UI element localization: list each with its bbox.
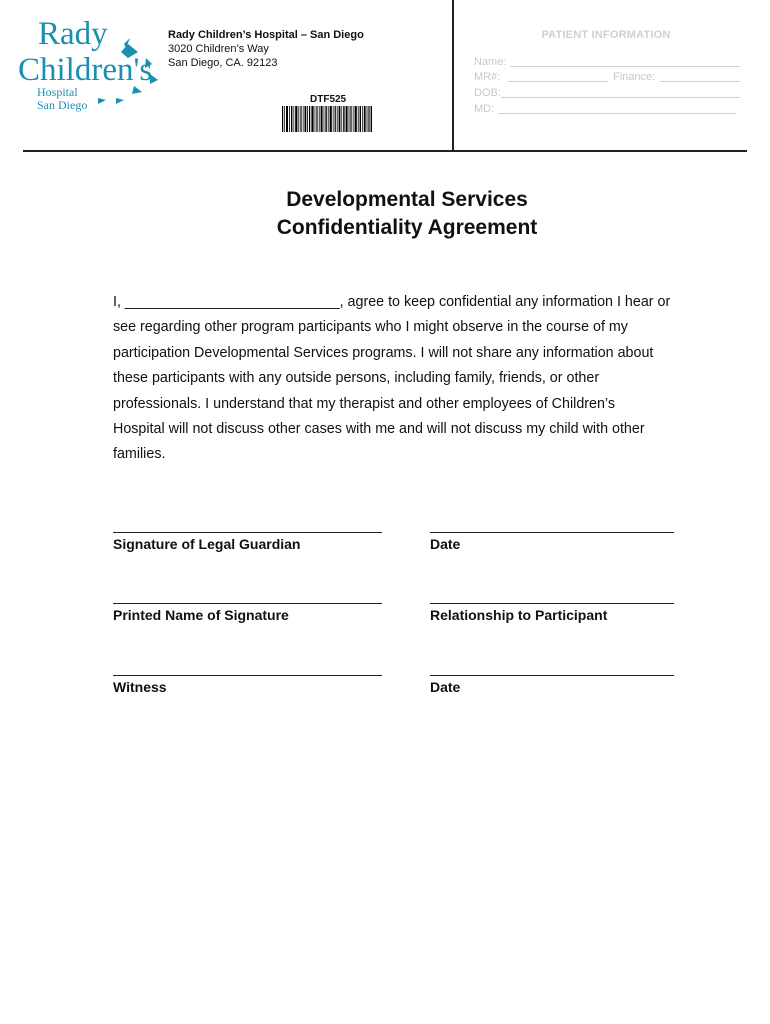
- header-divider-vertical: [452, 0, 454, 152]
- printed-name-label: Printed Name of Signature: [113, 607, 289, 623]
- guardian-signature-line[interactable]: [113, 532, 382, 533]
- printed-name-line[interactable]: [113, 603, 382, 604]
- witness-label: Witness: [113, 679, 167, 695]
- logo-rady-text: Rady: [38, 16, 108, 52]
- agreement-line: see regarding other program participants who I might observe in the course of my: [113, 319, 628, 336]
- patient-finance-label: Finance:: [613, 71, 656, 83]
- patient-md-label: MD:: [474, 103, 495, 115]
- date-label-1: Date: [430, 536, 461, 552]
- patient-finance-field[interactable]: [660, 70, 740, 82]
- header-divider-horizontal: [23, 150, 747, 152]
- logo-sandiego-text: San Diego: [37, 98, 88, 112]
- document-title-line1: Developmental Services: [286, 188, 528, 211]
- hospital-logo: [16, 14, 162, 118]
- witness-line[interactable]: [113, 675, 382, 676]
- form-code: DTF525: [310, 94, 347, 105]
- document-title: [0, 186, 770, 242]
- relationship-label: Relationship to Participant: [430, 607, 608, 623]
- document-title-line2: Confidentiality Agreement: [276, 216, 538, 239]
- patient-dob-field[interactable]: [501, 86, 740, 98]
- agreement-line: these participants with any outside persons, including family, friends, or other: [113, 370, 600, 387]
- hospital-name: Rady Children’s Hospital – San Diego: [168, 29, 364, 41]
- guardian-signature-label: Signature of Legal Guardian: [113, 536, 301, 552]
- patient-name-field[interactable]: [510, 55, 740, 67]
- patient-dob-label: DOB:: [474, 87, 501, 99]
- agreement-paragraph: [113, 290, 733, 468]
- barcode-icon: [282, 106, 372, 132]
- logo-hospital-text: Hospital: [37, 85, 78, 99]
- logo-childrens-text: Children's: [18, 52, 153, 88]
- date-label-2: Date: [430, 679, 461, 695]
- agreement-line: I, ___________________________, agree to keep confidential any information I hear or: [113, 294, 671, 310]
- patient-info-title: PATIENT INFORMATION: [541, 29, 671, 41]
- patient-name-label: Name:: [474, 56, 507, 68]
- hospital-address-line2: San Diego, CA. 92123: [168, 57, 278, 69]
- date-line-1[interactable]: [430, 532, 674, 533]
- patient-mr-field[interactable]: [508, 70, 608, 82]
- agreement-line: Hospital will not discuss other cases with me and will not discuss my child with other: [113, 421, 645, 438]
- patient-mr-label: MR#:: [474, 71, 501, 83]
- agreement-line: participation Developmental Services programs. I will not share any information about: [113, 344, 654, 361]
- date-line-2[interactable]: [430, 675, 674, 676]
- hospital-address-line1: 3020 Children’s Way: [168, 43, 269, 55]
- relationship-line[interactable]: [430, 603, 674, 604]
- agreement-line: families.: [113, 446, 166, 463]
- agreement-line: professionals. I understand that my therapist and other employees of Children’s: [113, 395, 615, 412]
- patient-md-field[interactable]: [498, 102, 736, 114]
